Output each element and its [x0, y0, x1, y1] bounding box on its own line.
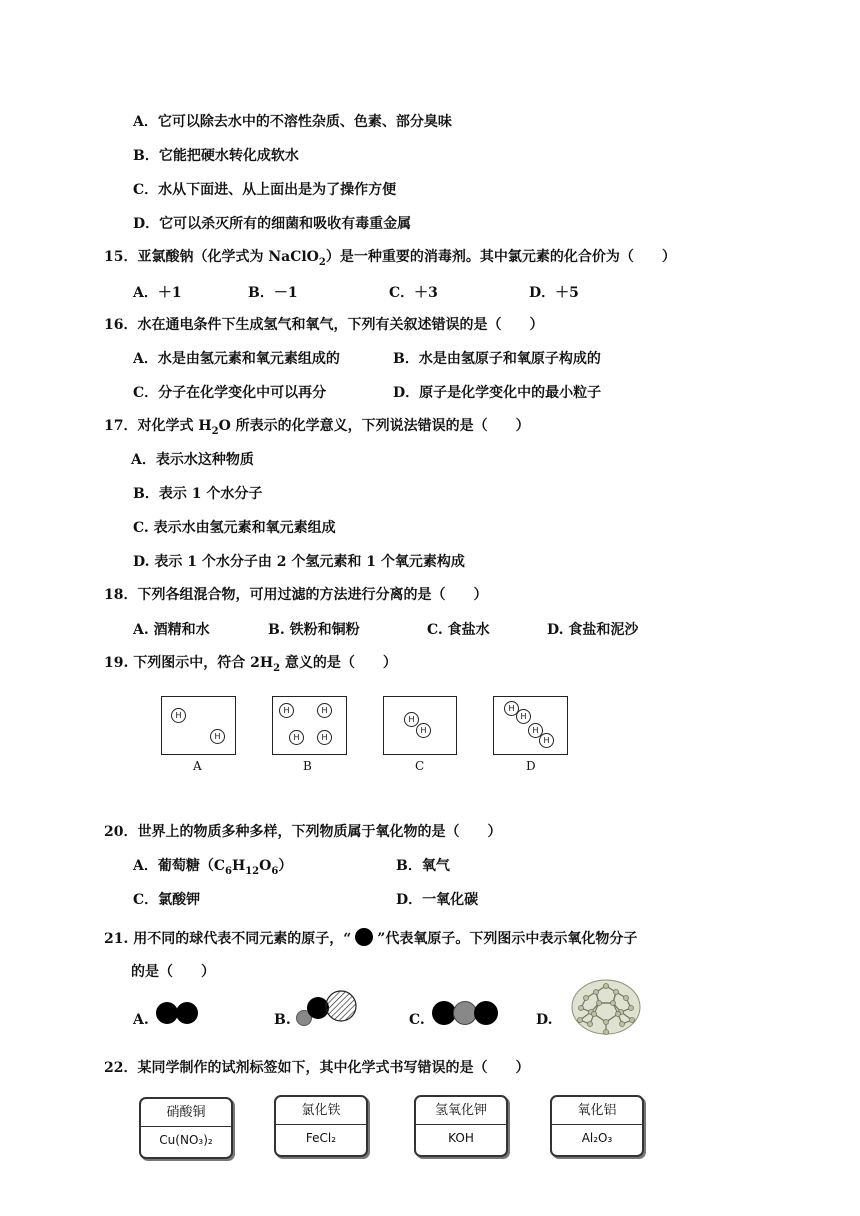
- hydrogen-atom: H: [289, 730, 304, 745]
- q17-option-d: D. 表示 1 个水分子由 2 个氢元素和 1 个氧元素构成: [133, 554, 465, 570]
- hydrogen-atom: H: [279, 703, 294, 718]
- q20-option-d: D．一氧化碳: [396, 892, 479, 908]
- hydrogen-atom: H: [416, 723, 431, 738]
- q21-stem-cont: 的是（ ）: [131, 964, 215, 980]
- q19-caption-a: A: [193, 759, 202, 773]
- q16-option-a: A．水是由氢元素和氧元素组成的: [133, 351, 340, 367]
- reagent-name: 氢氧化钾: [416, 1097, 506, 1125]
- q19-diagram-b: [272, 696, 347, 755]
- q21-option-b-label: B.: [274, 1012, 291, 1028]
- q20-stem: 20．世界上的物质多种多样，下列物质属于氧化物的是（ ）: [104, 824, 502, 840]
- fullerene-molecule-icon: [566, 976, 646, 1038]
- q14-option-a: A．它可以除去水中的不溶性杂质、色素、部分臭味: [133, 114, 452, 130]
- q19-stem: 19. 下列图示中，符合 $2H_2$ 意义的是（ ）: [104, 655, 397, 674]
- hydrogen-atom: H: [317, 730, 332, 745]
- q18-option-d: D. 食盐和泥沙: [547, 622, 639, 638]
- oxygen-atom-icon: [355, 928, 373, 946]
- q15-option-b: B．－1: [248, 285, 298, 301]
- hydrogen-atom: H: [539, 733, 554, 748]
- oxygen-atom: [474, 1001, 498, 1025]
- q15-option-d: D．＋5: [529, 285, 579, 301]
- q17-option-b: B．表示 1 个水分子: [133, 486, 263, 502]
- reagent-name: 硝酸铜: [141, 1099, 231, 1127]
- hydrogen-atom: H: [171, 708, 186, 723]
- hydrogen-atom: H: [528, 723, 543, 738]
- q18-option-a: A. 酒精和水: [133, 622, 210, 638]
- hydrogen-atom: H: [504, 701, 519, 716]
- reagent-label-1: [139, 1097, 233, 1159]
- q19-caption-c: C: [415, 759, 425, 773]
- reagent-label-3: [414, 1095, 508, 1157]
- q17-stem: 17．对化学式 $H_2O$ 所表示的化学意义，下列说法错误的是（ ）: [104, 418, 530, 437]
- q18-stem: 18．下列各组混合物，可用过滤的方法进行分离的是（ ）: [104, 587, 488, 603]
- q22-stem: 22．某同学制作的试剂标签如下，其中化学式书写错误的是（ ）: [104, 1060, 530, 1076]
- q19-diagram-c: [383, 696, 457, 755]
- q16-stem: 16．水在通电条件下生成氢气和氧气，下列有关叙述错误的是（ ）: [104, 317, 544, 333]
- q17-option-a: A．表示水这种物质: [131, 452, 254, 468]
- reagent-label-2: [274, 1095, 368, 1157]
- q15-option-a: A．＋1: [133, 285, 182, 301]
- q15-stem: 15．亚氯酸钠（化学式为 NaClO$_2$）是一种重要的消毒剂。其中氯元素的化合价为（ ）: [104, 249, 676, 268]
- q20-option-c: C．氯酸钾: [133, 892, 201, 908]
- oxygen-atom: [176, 1002, 198, 1024]
- q16-option-d: D．原子是化学变化中的最小粒子: [393, 385, 602, 401]
- q15-option-c: C．＋3: [389, 285, 438, 301]
- hydrogen-atom: H: [210, 729, 225, 744]
- q20-option-a: A．葡萄糖$(C_6H_{12}O_6)$: [133, 858, 293, 877]
- oxygen-atom: [156, 1002, 178, 1024]
- reagent-formula: Al₂O₃: [581, 1131, 613, 1145]
- q16-option-c: C．分子在化学变化中可以再分: [133, 385, 327, 401]
- atom-hatched: [324, 990, 358, 1022]
- q21-option-c-label: C.: [409, 1012, 425, 1028]
- q17-option-c: C. 表示水由氢元素和氧元素组成: [133, 520, 336, 536]
- reagent-name: 氯化铁: [276, 1097, 366, 1125]
- reagent-formula: Cu(NO₃)₂: [159, 1133, 213, 1147]
- q19-caption-b: B: [303, 759, 312, 773]
- q20-option-b: B．氧气: [396, 858, 450, 874]
- hydrogen-atom: H: [404, 712, 419, 727]
- q19-diagram-d: [493, 696, 568, 755]
- q19-diagram-a: [161, 696, 236, 755]
- q18-option-b: B. 铁粉和铜粉: [268, 622, 360, 638]
- q16-option-b: B．水是由氢原子和氧原子构成的: [393, 351, 601, 367]
- q21-stem: 21. 用不同的球代表不同元素的原子，“ ”代表氧原子。下列图示中表示氧化物分子: [104, 928, 637, 948]
- q14-option-d: D．它可以杀灭所有的细菌和吸收有毒重金属: [133, 216, 412, 232]
- reagent-name: 氧化铝: [552, 1097, 642, 1125]
- q19-caption-d: D: [526, 759, 536, 773]
- q14-option-c: C．水从下面进、从上面出是为了操作方便: [133, 182, 397, 198]
- reagent-formula: KOH: [448, 1131, 474, 1145]
- q21-option-d-label: D.: [536, 1012, 553, 1028]
- hydrogen-atom: H: [516, 709, 531, 724]
- q18-option-c: C. 食盐水: [427, 622, 490, 638]
- q14-option-b: B．它能把硬水转化成软水: [133, 148, 299, 164]
- q21-option-a-label: A.: [133, 1012, 149, 1028]
- reagent-label-4: [550, 1095, 644, 1157]
- reagent-formula: FeCl₂: [305, 1131, 337, 1145]
- hydrogen-atom: H: [317, 703, 332, 718]
